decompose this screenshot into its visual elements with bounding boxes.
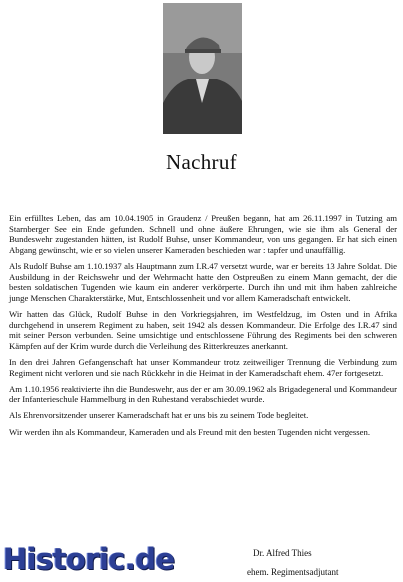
page-title: Nachruf bbox=[166, 150, 237, 174]
paragraph: In den drei Jahren Gefangenschaft hat unser Kommandeur trotz zeitweiliger Trennung die Verbindung zum Regiment nicht verloren und sie nach Rückkehr in die Heimat in der Kameradschaft ehem. 47er fortgesetzt. bbox=[9, 356, 397, 378]
signature-role: ehem. Regimentsadjutant bbox=[247, 567, 339, 577]
paragraph: Als Ehrenvorsitzender unserer Kameradschaft hat er uns bis zu seinem Tode begleitet. bbox=[9, 410, 309, 421]
paragraph: Am 1.10.1956 reaktivierte ihn die Bundeswehr, aus der er am 30.09.1962 als Brigadegeneral und Kommandeur der Infanterieschule Hammelburg in den Ruhestand verabschiedet wurde. bbox=[9, 383, 397, 405]
signature-name: Dr. Alfred Thies bbox=[253, 548, 312, 558]
paragraph: Ein erfülltes Leben, das am 10.04.1905 in Graudenz / Preußen begann, hat am 26.11.1997 in Tutzing am Starnberger See ein Ende gefunden. Schnell und ohne äußere Ehrungen, wie sie ihm als General der Bundeswehr zugestanden hätten, ist Rudolf Buhse, unser Kommandeur, von uns gegangen. Er hat sich einen Abgang gewünscht, wie er so vielen unserer Kameraden beschieden war : tapfer und unauffällig. bbox=[9, 213, 397, 255]
portrait-photo bbox=[163, 3, 242, 134]
paragraph: Als Rudolf Buhse am 1.10.1937 als Hauptmann zum I.R.47 versetzt wurde, war er bereits 13 Jahre Soldat. Die Ausbildung in der Reichswehr und der Wehrmacht hatte den Ostpreußen zu einem Mann gemacht, der die besten soldatischen Tugenden wie kaum ein anderer verkörperte. Durch ihn und mit ihm haben zahlreiche junge Menschen Charakterstärke, Mut, Entschlossenheit und vor allem Kameradschaft entwickelt. bbox=[9, 260, 397, 303]
paragraph: Wir hatten das Glück, Rudolf Buhse in den Vorkriegsjahren, im Westfeldzug, im Osten und in Afrika durchgehend in unserem Regiment zu haben, seit 1942 als dessen Kommandeur. Die Erfolge des I.R.47 sind mit seiner Person verbunden. Seine umsichtige und entschlossene Führung des Regiments bei den schweren Kämpfen auf der Krim wurde durch die Verleihung des Ritterkreuzes anerkannt. bbox=[9, 308, 397, 351]
historic-watermark-logo: Historic.de bbox=[3, 542, 175, 576]
paragraph: Wir werden ihn als Kommandeur, Kameraden und als Freund mit den besten Tugenden nicht vergessen. bbox=[9, 426, 371, 437]
portrait-illustration bbox=[163, 3, 242, 134]
obituary-text bbox=[9, 213, 397, 443]
